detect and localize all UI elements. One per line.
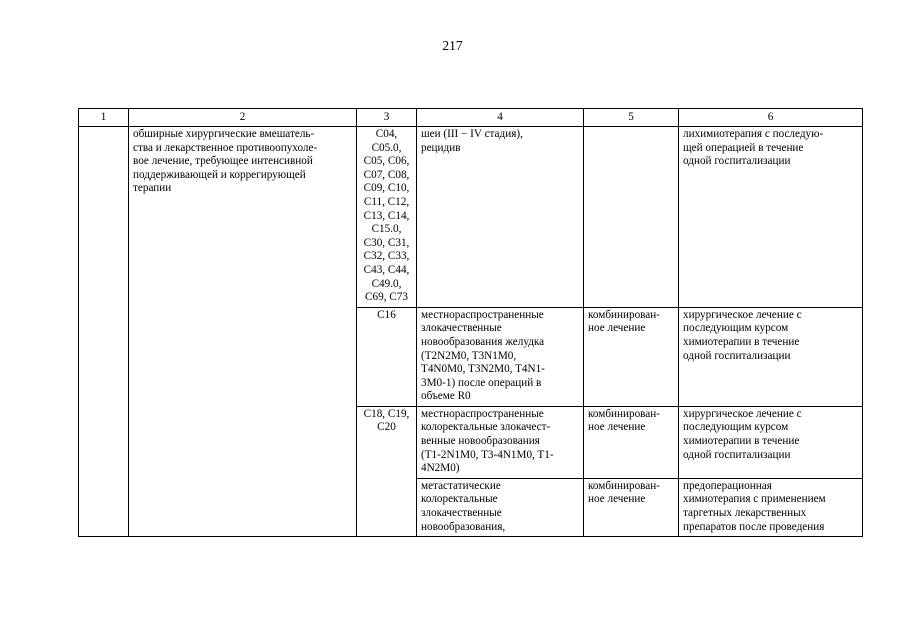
treatment-method-text: хирургическое лечение с последующим курсом химиотерапии в течение одной госпитализации xyxy=(683,407,802,461)
icd-codes-text: С16 xyxy=(377,308,396,321)
column-header-3: 3 xyxy=(357,109,417,127)
diagnosis-text: местнораспространенные злокачественные новообразования желудка (T2N2M0, T3N1M0, T4N0M0, T3N2M0, T4N1- 3M0-1) после операций в объеме R0 xyxy=(421,308,545,403)
intervention-description-text: обширные хирургические вмешатель- ства и лекарственное противоопухоле- вое лечение, требующее интенсивной поддерживающей и коррегирующей терапии xyxy=(133,128,318,195)
treatment-type-cell xyxy=(584,307,679,406)
treatment-method-cell xyxy=(679,406,863,478)
column-header-4: 4 xyxy=(417,109,584,127)
diagnosis-text: местнораспространенные колоректальные злокачест- венные новообразования (T1-2N1M0, T3-4N1M0, T1- 4N2M0) xyxy=(421,407,554,475)
icd-codes-text: С04, С05.0, С05, С06, С07, С08, С09, С10, С11, С12, С13, С14, С15.0, С30, С31, С32, С33, С43, С44, С49.0, С69, С73 xyxy=(363,128,410,304)
page-number: 217 xyxy=(442,38,463,53)
column-header-5: 5 xyxy=(584,109,679,127)
treatment-method-text: хирургическое лечение с последующим курсом химиотерапии в течение одной госпитализации xyxy=(683,308,802,362)
icd-codes-cell xyxy=(357,406,417,536)
treatment-type-text: комбинирован- ное лечение xyxy=(588,479,660,506)
row-number-cell xyxy=(79,127,129,537)
treatment-type-cell xyxy=(584,127,679,308)
treatment-method-cell xyxy=(679,478,863,536)
table-header-row xyxy=(79,109,863,127)
diagnosis-cell xyxy=(417,478,584,536)
treatment-method-cell xyxy=(679,127,863,308)
intervention-description-cell xyxy=(129,127,357,537)
column-header-2: 2 xyxy=(129,109,357,127)
diagnosis-cell xyxy=(417,406,584,478)
diagnosis-text: шеи (III − IV стадия), рецидив xyxy=(421,128,523,154)
column-header-1: 1 xyxy=(79,109,129,127)
table-row xyxy=(79,127,863,308)
treatment-type-text: комбинирован- ное лечение xyxy=(588,407,660,434)
treatment-method-text: лихимиотерапия с последую- щей операцией в течение одной госпитализации xyxy=(683,128,824,168)
column-header-6: 6 xyxy=(679,109,863,127)
icd-codes-text: С18, С19, С20 xyxy=(363,407,410,434)
treatment-type-cell xyxy=(584,478,679,536)
treatment-method-text: предоперационная химиотерапия с применением таргетных лекарственных препаратов после проведения xyxy=(683,479,826,533)
icd-codes-cell xyxy=(357,307,417,406)
document-table xyxy=(78,108,863,537)
icd-codes-cell xyxy=(357,127,417,308)
diagnosis-text: метастатические колоректальные злокачественные новообразования, xyxy=(421,479,506,533)
diagnosis-cell xyxy=(417,127,584,308)
treatment-type-text: комбинирован- ное лечение xyxy=(588,308,660,335)
diagnosis-cell xyxy=(417,307,584,406)
treatment-type-cell xyxy=(584,406,679,478)
treatment-method-cell xyxy=(679,307,863,406)
